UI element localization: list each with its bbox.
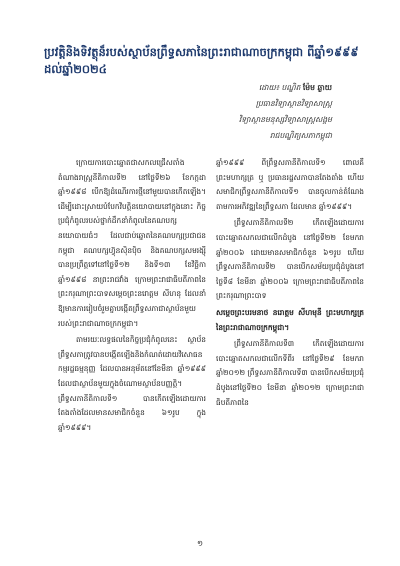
- paragraph: ក្រោយការបោះឆ្នោតជាសកលជ្រើសតាំងតំណាងរាស្ត្រនីតិកាលទី២ នៅថ្ងៃទី២៦ ខែកក្កដា ឆ្នាំ១៩៩៨ បើកឱ្យដំណើរការថ្មីនៅមួយបានកើតឡើង។ ដើម្បីដោះស្រាយបំបែកវិបត្តិនយោបាយនៅក្នុងនោះ កិច្ចប្រជុំកំពូលរបស់ថ្នាក់ដឹកនាំកំពូលនៃគណបក្សនយោបាយធំៗ ដែលជាប់ឆ្នោតនៃគណបក្សប្រជាជនកម្ពុជា គណបក្សហ៊្វុនស៊ិនប៉ិច និងគណបក្សសមរង្ស៊ី បានប្រព្រឹត្តទៅនៅថ្ងៃទី១២ និងទី១៣ ខែវិច្ឆិកា ឆ្នាំ១៩៩៨ នាព្រះរាជវាំង ក្រោមព្រះរាជាធិបតីភាពនៃព្រះករុណាព្រះបាទសម្ដេចព្រះនរោត្តម សីហនុ ដែលនាំឱ្យមានការរៀបចំរួមគ្នាបង្កើតព្រឹទ្ធសភាជាស្ថាប័នមួយរបស់ព្រះរាជាណាចក្រកម្ពុជា។: [58, 158, 206, 328]
- author-academy: រាជបណ្ឌិត្យសភាកម្ពុជា: [269, 131, 332, 140]
- page-number: ១: [196, 539, 204, 548]
- left-column: [58, 156, 206, 435]
- author-position: ប្រធានវិទ្យាស្ថានវិទ្យាសាស្ត្រ: [255, 99, 332, 108]
- paragraph-king-name: សម្ដេចព្រះបរមនាថ នរោត្តម សីហមុនី ព្រះមហាក្សត្រនៃព្រះរាជាណាចក្រកម្ពុជា។: [216, 307, 364, 332]
- right-column: [216, 156, 364, 410]
- author-prefix: ដោយ៖ បណ្ឌិត: [258, 83, 301, 92]
- document-title: ប្រវត្តិនិងទិវត្ថុន៏របស់ស្ថាប័នព្រឹទ្ធសភានៃព្រះរាជាណាចក្រកម្ពុជា ពីឆ្នាំ១៩៩៩ ដល់ឆ្នាំ២០២៤: [44, 45, 359, 76]
- author-institute: វិទ្យាស្ថានមនុស្សវិទ្យាសាស្ត្រសង្គម: [238, 115, 332, 124]
- paragraph: តាមរយៈលទ្ធផលនៃកិច្ចប្រជុំកំពូលនេះ ស្ថាប័នព្រឹទ្ធសភាត្រូវបានបង្កើតឡើងនិងកំណត់ដោយវិសោធនកម្មរដ្ឋធម្មនុញ្ញ ដែលបានអនុម័តនៅខែមីនា ឆ្នាំ១៩៩៩ ដែលជាស្ថាប័នមួយក្នុងចំណោមស្ថាប័នបញ្ញត្តិ។ ព្រឹទ្ធសភានីតិកាលទី១ បានកើតឡើងដោយការតែងតាំងដែលមានសមាជិកចំនួន ៦១រូប ក្នុងឆ្នាំ១៩៩៩។: [58, 335, 206, 432]
- author-line: [162, 80, 332, 96]
- author-block: [162, 80, 332, 144]
- paragraph: ព្រឹទ្ធសភានីតិកាលទី៣ កើតឡើងដោយការបោះឆ្នោតសកលជាលើកទីពីរ នៅថ្ងៃទី២៩ ខែមករា ឆ្នាំ២០១២ ព្រឹទ្ធសភានីតិកាលទី៣ បានបើកសម័យប្រជុំដំបូងនៅថ្ងៃទី២០ ខែមីនា ឆ្នាំ២០១២ ក្រោមព្រះរាជាធិបតីភាពនៃ: [216, 339, 364, 407]
- paragraph: ឆ្នាំ១៩៩៩ ពីព្រឹទ្ធសភានីតិកាលទី១ ពោលគឺ ព្រះមហាក្សត្រ ឬ ប្រធានរដ្ឋសភាបានតែងតាំង ហើយសមាជិកព្រឹទ្ធសភានីតិកាលទី១ បានចូលកាន់តំណែងតាមការអភិវឌ្ឍនៃព្រឹទ្ធសភា ដែលមាន ឆ្នាំ១៩៩៩។: [216, 158, 364, 211]
- paragraph: ព្រឹទ្ធសភានីតិកាលទី២ កើតឡើងដោយការបោះឆ្នោតសកលជាលើកដំបូង នៅថ្ងៃទី២២ ខែមករា ឆ្នាំ២០០៦ ដោយមានសមាជិកចំនួន ៦១រូប ហើយព្រឹទ្ធសភានីតិកាលទី២ បានបើកសម័យប្រជុំដំបូងនៅថ្ងៃទី៨ ខែមីនា ឆ្នាំ២០០៦ ក្រោមព្រះរាជាធិបតីភាពនៃព្រះករុណាព្រះបាទ: [216, 218, 364, 301]
- author-name: ម៉ែម ឆ្ងាយ: [302, 83, 332, 92]
